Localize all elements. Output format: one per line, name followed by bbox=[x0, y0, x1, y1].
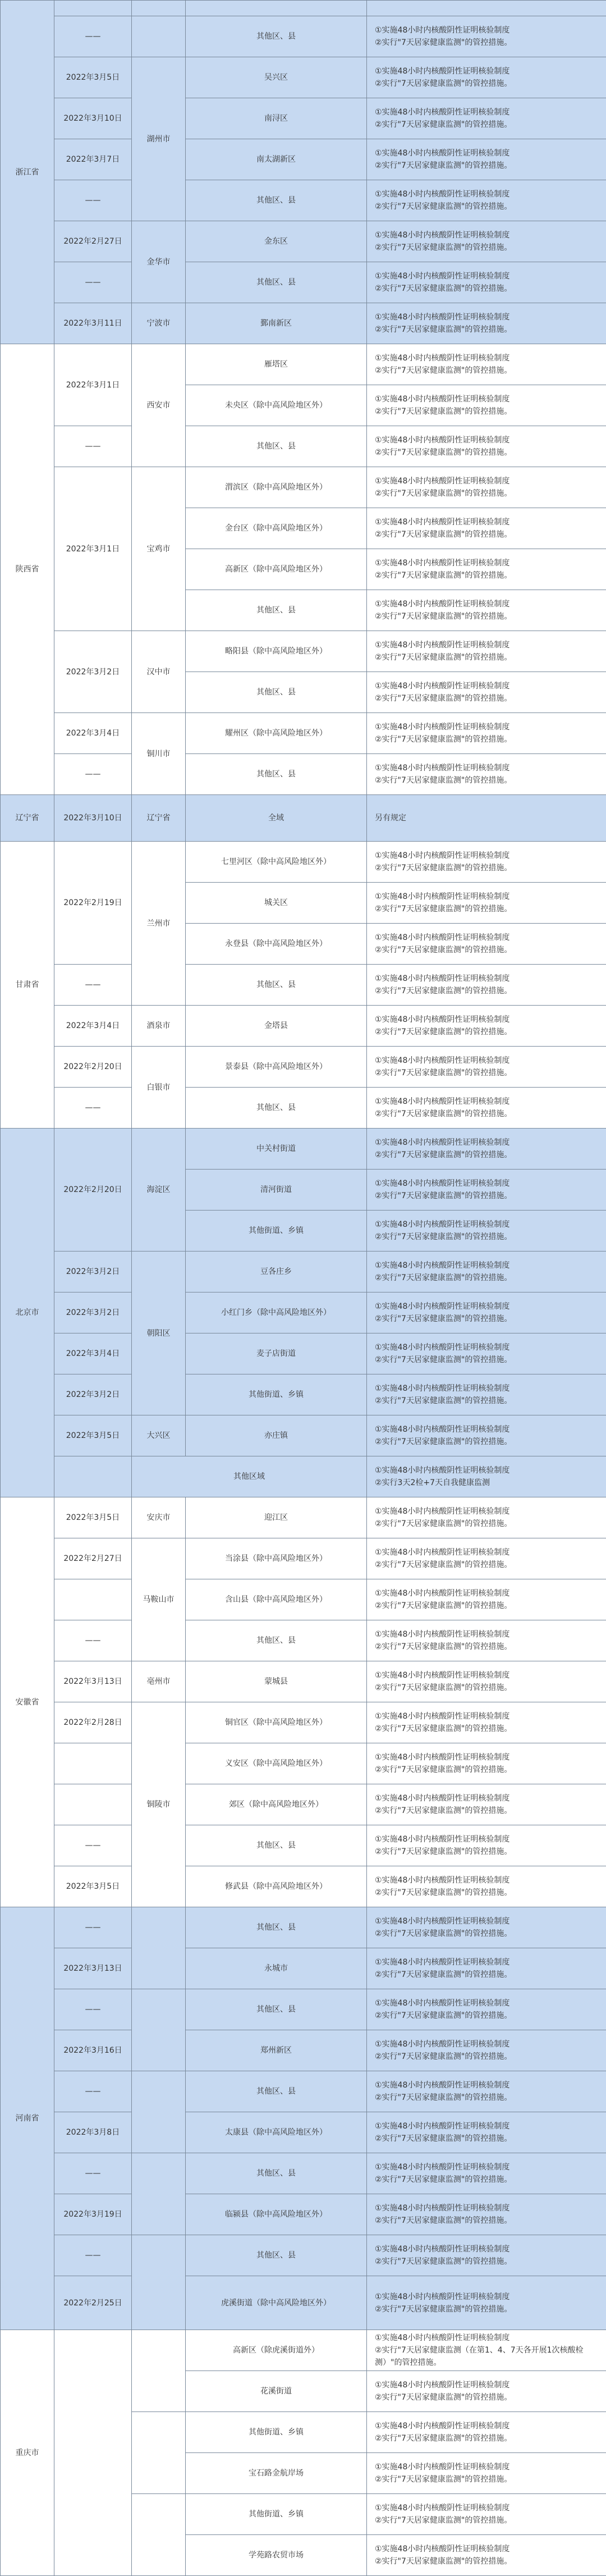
measure-cell: ①实施48小时内核酸阴性证明核验制度 ②实行"7天居家健康监测"的管控措施。 bbox=[367, 180, 606, 221]
measure-cell: ①实施48小时内核酸阴性证明核验制度 ②实行"7天居家健康监测"的管控措施。 bbox=[367, 2453, 606, 2494]
table-row bbox=[1, 139, 606, 180]
table-row bbox=[1, 1006, 606, 1047]
district-cell: 略阳县（除中高风险地区外） bbox=[186, 631, 367, 672]
date-cell: 2022年3月2日 bbox=[54, 1252, 132, 1292]
city-cell: 大兴区 bbox=[132, 1415, 186, 1456]
measure-cell: ①实施48小时内核酸阴性证明核验制度 ②实行"7天居家健康监测"的管控措施。 bbox=[367, 1866, 606, 1907]
measure-cell: ①实施48小时内核酸阴性证明核验制度 ②实行"7天居家健康监测"的管控措施。 bbox=[367, 2030, 606, 2071]
table-row bbox=[1, 1866, 606, 1907]
district-cell: 蒙城县 bbox=[186, 1661, 367, 1702]
city-cell: 兰州市 bbox=[132, 842, 186, 1006]
table-row bbox=[1, 2330, 606, 2371]
measure-cell: ①实施48小时内核酸阴性证明核验制度 ②实行"7天居家健康监测"的管控措施。 bbox=[367, 2235, 606, 2276]
table-row bbox=[1, 1620, 606, 1661]
measure-cell: ①实施48小时内核酸阴性证明核验制度 ②实行"7天居家健康监测"的管控措施。 bbox=[367, 1415, 606, 1456]
date-cell bbox=[54, 1456, 132, 1497]
date-cell: 2022年3月4日 bbox=[54, 1333, 132, 1374]
province-cell: 陕西省 bbox=[1, 344, 54, 795]
table-row bbox=[1, 262, 606, 303]
measure-cell: ①实施48小时内核酸阴性证明核验制度 ②实行"7天居家健康监测"的管控措施。 bbox=[367, 2194, 606, 2235]
date-cell: —— bbox=[54, 1825, 132, 1866]
city-cell: 辽宁省 bbox=[132, 795, 186, 842]
measure-cell: ①实施48小时内核酸阴性证明核验制度 ②实行"7天居家健康监测"的管控措施。 bbox=[367, 1374, 606, 1415]
province-cell: 浙江省 bbox=[1, 1, 54, 344]
table-row bbox=[1, 1784, 606, 1825]
province-cell: 河南省 bbox=[1, 1907, 54, 2330]
city-cell: 马鞍山市 bbox=[132, 1538, 186, 1661]
table-row bbox=[1, 1129, 606, 1170]
district-cell: 麦子店街道 bbox=[186, 1333, 367, 1374]
table-row bbox=[1, 344, 606, 385]
table-row bbox=[1, 1374, 606, 1415]
date-cell: —— bbox=[54, 965, 132, 1006]
district-cell: 高新区（除中高风险地区外） bbox=[186, 549, 367, 590]
measure-cell: ①实施48小时内核酸阴性证明核验制度 ②实行"7天居家健康监测"的管控措施。 bbox=[367, 1989, 606, 2030]
table-row bbox=[1, 1907, 606, 1948]
date-cell: 2022年3月2日 bbox=[54, 1292, 132, 1333]
date-cell: 2022年3月10日 bbox=[54, 98, 132, 139]
district-cell: 其他区、县 bbox=[186, 2153, 367, 2194]
measure-cell: ①实施48小时内核酸阴性证明核验制度 ②实行"7天居家健康监测"的管控措施。 bbox=[367, 344, 606, 385]
city-cell: 宁波市 bbox=[132, 303, 186, 344]
table-row bbox=[1, 631, 606, 672]
measure-cell: ①实施48小时内核酸阴性证明核验制度 ②实行"7天居家健康监测"的管控措施。 bbox=[367, 57, 606, 98]
table-row bbox=[1, 2071, 606, 2112]
table-row bbox=[1, 2030, 606, 2071]
district-cell: 南浔区 bbox=[186, 98, 367, 139]
district-cell: 花溪街道 bbox=[186, 2371, 367, 2412]
table-row bbox=[1, 303, 606, 344]
city-cell: 铜川市 bbox=[132, 713, 186, 795]
table-row bbox=[1, 16, 606, 57]
date-cell: 2022年3月1日 bbox=[54, 467, 132, 631]
measure-cell bbox=[367, 1, 606, 16]
table-row bbox=[1, 1989, 606, 2030]
table-row bbox=[1, 2235, 606, 2276]
district-cell: 含山县（除中高风险地区外） bbox=[186, 1579, 367, 1620]
district-cell: 全域 bbox=[186, 795, 367, 842]
table-row bbox=[1, 98, 606, 139]
district-cell: 郑州新区 bbox=[186, 2030, 367, 2071]
date-cell: 2022年3月5日 bbox=[54, 1866, 132, 1907]
district-cell: 永登县（除中高风险地区外） bbox=[186, 924, 367, 965]
date-cell: 2022年3月13日 bbox=[54, 1661, 132, 1702]
district-cell: 其他区、县 bbox=[186, 2071, 367, 2112]
table-row bbox=[1, 1579, 606, 1620]
measure-cell: ①实施48小时内核酸阴性证明核验制度 ②实行"7天居家健康监测"的管控措施。 bbox=[367, 1784, 606, 1825]
table-row bbox=[1, 2153, 606, 2194]
date-cell: —— bbox=[54, 754, 132, 795]
district-cell: 亦庄镇 bbox=[186, 1415, 367, 1456]
district-cell: 其他区、县 bbox=[186, 1620, 367, 1661]
district-cell: 七里河区（除中高风险地区外） bbox=[186, 842, 367, 883]
measure-cell: ①实施48小时内核酸阴性证明核验制度 ②实行"7天居家健康监测"的管控措施。 bbox=[367, 1825, 606, 1866]
city-cell: 湖州市 bbox=[132, 57, 186, 221]
measure-cell: ①实施48小时内核酸阴性证明核验制度 ②实行"7天居家健康监测"的管控措施。 bbox=[367, 590, 606, 631]
city-cell: 汉中市 bbox=[132, 631, 186, 713]
date-cell: 2022年3月13日 bbox=[54, 1948, 132, 1989]
table-row bbox=[1, 1252, 606, 1292]
district-cell: 当涂县（除中高风险地区外） bbox=[186, 1538, 367, 1579]
city-cell bbox=[132, 16, 186, 57]
date-cell bbox=[54, 1579, 132, 1620]
district-cell: 其他区、县 bbox=[186, 1825, 367, 1866]
district-cell: 未央区（除中高风险地区外） bbox=[186, 385, 367, 426]
measure-cell: ①实施48小时内核酸阴性证明核验制度 ②实行"7天居家健康监测"的管控措施。 bbox=[367, 549, 606, 590]
district-cell: 其他区、县 bbox=[186, 1088, 367, 1129]
measure-cell: ①实施48小时内核酸阴性证明核验制度 ②实行"7天居家健康监测"的管控措施。 bbox=[367, 303, 606, 344]
table-row bbox=[1, 221, 606, 262]
date-cell: 2022年3月4日 bbox=[54, 713, 132, 754]
province-cell: 重庆市 bbox=[1, 2330, 54, 2576]
date-cell: —— bbox=[54, 2153, 132, 2194]
district-cell: 高新区（除虎溪街道外） bbox=[186, 2330, 367, 2371]
table-row bbox=[1, 1661, 606, 1702]
measure-cell: ①实施48小时内核酸阴性证明核验制度 ②实行"7天居家健康监测"的管控措施。 bbox=[367, 965, 606, 1006]
measure-cell: ①实施48小时内核酸阴性证明核验制度 ②实行"7天居家健康监测"的管控措施。 bbox=[367, 754, 606, 795]
measure-cell: ①实施48小时内核酸阴性证明核验制度 ②实行"7天居家健康监测"的管控措施。 bbox=[367, 1743, 606, 1784]
measure-cell: ①实施48小时内核酸阴性证明核验制度 ②实行"7天居家健康监测"的管控措施。 bbox=[367, 1333, 606, 1374]
measure-cell: ①实施48小时内核酸阴性证明核验制度 ②实行"7天居家健康监测"的管控措施。 bbox=[367, 1948, 606, 1989]
district-cell: 清河街道 bbox=[186, 1170, 367, 1211]
table-row bbox=[1, 426, 606, 467]
city-cell bbox=[132, 2153, 186, 2235]
measure-cell: ①实施48小时内核酸阴性证明核验制度 ②实行"7天居家健康监测"的管控措施。 bbox=[367, 631, 606, 672]
measure-cell: ①实施48小时内核酸阴性证明核验制度 ②实行"7天居家健康监测"的管控措施。 bbox=[367, 924, 606, 965]
table-row bbox=[1, 2194, 606, 2235]
measure-cell: ①实施48小时内核酸阴性证明核验制度 ②实行"7天居家健康监测"的管控措施。 bbox=[367, 2412, 606, 2453]
district-cell: 鄞南新区 bbox=[186, 303, 367, 344]
province-cell: 辽宁省 bbox=[1, 795, 54, 842]
measure-cell: ①实施48小时内核酸阴性证明核验制度 ②实行"7天居家健康监测"的管控措施。 bbox=[367, 2112, 606, 2153]
province-cell: 安徽省 bbox=[1, 1497, 54, 1907]
table-row bbox=[1, 1743, 606, 1784]
date-cell: —— bbox=[54, 1088, 132, 1129]
measure-cell: ①实施48小时内核酸阴性证明核验制度 ②实行"7天居家健康监测"的管控措施。 bbox=[367, 1907, 606, 1948]
table-row bbox=[1, 1333, 606, 1374]
date-cell: 2022年3月16日 bbox=[54, 2030, 132, 2071]
date-cell: —— bbox=[54, 426, 132, 467]
district-cell: 迎江区 bbox=[186, 1497, 367, 1538]
measure-cell: ①实施48小时内核酸阴性证明核验制度 ②实行"7天居家健康监测"的管控措施。 bbox=[367, 713, 606, 754]
measure-cell: ①实施48小时内核酸阴性证明核验制度 ②实行"7天居家健康监测"的管控措施。 bbox=[367, 508, 606, 549]
city-cell: 西安市 bbox=[132, 344, 186, 467]
measure-cell: ①实施48小时内核酸阴性证明核验制度 ②实行"7天居家健康监测"的管控措施。 bbox=[367, 1211, 606, 1252]
measure-cell: ①实施48小时内核酸阴性证明核验制度 ②实行"7天居家健康监测"的管控措施。 bbox=[367, 262, 606, 303]
date-cell bbox=[54, 2330, 132, 2576]
district-cell: 其他区、县 bbox=[186, 965, 367, 1006]
measure-cell: ①实施48小时内核酸阴性证明核验制度 ②实行"7天居家健康监测"的管控措施。 bbox=[367, 2535, 606, 2576]
city-cell bbox=[132, 1907, 186, 1989]
table-row bbox=[1, 1948, 606, 1989]
date-cell: 2022年3月7日 bbox=[54, 139, 132, 180]
measure-cell: ①实施48小时内核酸阴性证明核验制度 ②实行"7天居家健康监测"的管控措施。 bbox=[367, 467, 606, 508]
city-cell: 铜陵市 bbox=[132, 1702, 186, 1907]
district-cell: 其他区、县 bbox=[186, 1907, 367, 1948]
date-cell: 2022年3月11日 bbox=[54, 303, 132, 344]
measure-cell: ①实施48小时内核酸阴性证明核验制度 ②实行"7天居家健康监测（在第1、4、7天各开展1次核酸检测）"的管控措施。 bbox=[367, 2330, 606, 2371]
district-cell: 渭滨区（除中高风险地区外） bbox=[186, 467, 367, 508]
city-cell: 宝鸡市 bbox=[132, 467, 186, 631]
measure-cell: ①实施48小时内核酸阴性证明核验制度 ②实行"7天居家健康监测"的管控措施。 bbox=[367, 16, 606, 57]
district-cell: 其他区、县 bbox=[186, 2235, 367, 2276]
measure-cell: ①实施48小时内核酸阴性证明核验制度 ②实行"7天居家健康监测"的管控措施。 bbox=[367, 1620, 606, 1661]
table-row bbox=[1, 1, 606, 16]
city-cell bbox=[132, 2235, 186, 2330]
district-cell: 其他街道、乡镇 bbox=[186, 2494, 367, 2535]
district-cell: 太康县（除中高风险地区外） bbox=[186, 2112, 367, 2153]
table-row bbox=[1, 965, 606, 1006]
city-cell: 朝阳区 bbox=[132, 1252, 186, 1415]
measure-cell: ①实施48小时内核酸阴性证明核验制度 ②实行"7天居家健康监测"的管控措施。 bbox=[367, 1661, 606, 1702]
date-cell: 2022年3月4日 bbox=[54, 1006, 132, 1047]
measure-cell: ①实施48小时内核酸阴性证明核验制度 ②实行"7天居家健康监测"的管控措施。 bbox=[367, 1088, 606, 1129]
city-cell bbox=[132, 2071, 186, 2153]
district-cell: 金台区（除中高风险地区外） bbox=[186, 508, 367, 549]
measure-cell: ①实施48小时内核酸阴性证明核验制度 ②实行"7天居家健康监测"的管控措施。 bbox=[367, 2071, 606, 2112]
district-cell: 其他区、县 bbox=[186, 16, 367, 57]
measure-cell: ①实施48小时内核酸阴性证明核验制度 ②实行3天2检+7天自我健康监测 bbox=[367, 1456, 606, 1497]
measure-cell: ①实施48小时内核酸阴性证明核验制度 ②实行"7天居家健康监测"的管控措施。 bbox=[367, 1006, 606, 1047]
district-cell: 豆各庄乡 bbox=[186, 1252, 367, 1292]
date-cell: 2022年3月8日 bbox=[54, 2112, 132, 2153]
measure-cell: ①实施48小时内核酸阴性证明核验制度 ②实行"7天居家健康监测"的管控措施。 bbox=[367, 2371, 606, 2412]
district-cell: 南太湖新区 bbox=[186, 139, 367, 180]
district-cell: 其他区、县 bbox=[186, 590, 367, 631]
measure-cell: ①实施48小时内核酸阴性证明核验制度 ②实行"7天居家健康监测"的管控措施。 bbox=[367, 883, 606, 924]
measure-cell: ①实施48小时内核酸阴性证明核验制度 ②实行"7天居家健康监测"的管控措施。 bbox=[367, 1252, 606, 1292]
district-cell: 其他街道、乡镇 bbox=[186, 1374, 367, 1415]
district-cell: 学苑路农贸市场 bbox=[186, 2535, 367, 2576]
district-cell: 铜官区（除中高风险地区外） bbox=[186, 1702, 367, 1743]
table-row bbox=[1, 842, 606, 883]
city-cell: 酒泉市 bbox=[132, 1006, 186, 1047]
measure-cell: ①实施48小时内核酸阴性证明核验制度 ②实行"7天居家健康监测"的管控措施。 bbox=[367, 672, 606, 713]
city-cell bbox=[132, 1, 186, 16]
province-cell: 甘肃省 bbox=[1, 842, 54, 1129]
table-row bbox=[1, 2112, 606, 2153]
table-row bbox=[1, 1702, 606, 1743]
table-row bbox=[1, 1825, 606, 1866]
measure-cell: ①实施48小时内核酸阴性证明核验制度 ②实行"7天居家健康监测"的管控措施。 bbox=[367, 139, 606, 180]
measure-cell: ①实施48小时内核酸阴性证明核验制度 ②实行"7天居家健康监测"的管控措施。 bbox=[367, 221, 606, 262]
district-cell: 中关村街道 bbox=[186, 1129, 367, 1170]
date-cell: —— bbox=[54, 2235, 132, 2276]
date-cell: —— bbox=[54, 16, 132, 57]
measure-cell: ①实施48小时内核酸阴性证明核验制度 ②实行"7天居家健康监测"的管控措施。 bbox=[367, 1538, 606, 1579]
district-cell: 其他区、县 bbox=[186, 672, 367, 713]
date-cell: 2022年2月28日 bbox=[54, 1702, 132, 1743]
date-cell: 2022年3月5日 bbox=[54, 1497, 132, 1538]
table-row bbox=[1, 180, 606, 221]
table-row bbox=[1, 1292, 606, 1333]
district-cell: 永城市 bbox=[186, 1948, 367, 1989]
measure-cell: ①实施48小时内核酸阴性证明核验制度 ②实行"7天居家健康监测"的管控措施。 bbox=[367, 2153, 606, 2194]
measure-cell: ①实施48小时内核酸阴性证明核验制度 ②实行"7天居家健康监测"的管控措施。 bbox=[367, 2276, 606, 2330]
city-cell: 白银市 bbox=[132, 1047, 186, 1129]
district-cell: 雁塔区 bbox=[186, 344, 367, 385]
date-cell: —— bbox=[54, 2071, 132, 2112]
date-cell: 2022年3月5日 bbox=[54, 1415, 132, 1456]
district-cell: 景泰县（除中高风险地区外） bbox=[186, 1047, 367, 1088]
measure-cell: ①实施48小时内核酸阴性证明核验制度 ②实行"7天居家健康监测"的管控措施。 bbox=[367, 2494, 606, 2535]
table-row bbox=[1, 467, 606, 508]
date-cell bbox=[54, 1, 132, 16]
table-row bbox=[1, 795, 606, 842]
table-row bbox=[1, 1047, 606, 1088]
date-cell: 2022年2月20日 bbox=[54, 1129, 132, 1252]
table-row bbox=[1, 57, 606, 98]
date-cell: 2022年2月27日 bbox=[54, 1538, 132, 1579]
district-cell: 金东区 bbox=[186, 221, 367, 262]
district-cell: 城关区 bbox=[186, 883, 367, 924]
district-cell: 其他街道、乡镇 bbox=[186, 1211, 367, 1252]
city-cell: 海淀区 bbox=[132, 1129, 186, 1252]
district-cell: 义安区（除中高风险地区外） bbox=[186, 1743, 367, 1784]
district-cell: 其他区、县 bbox=[186, 1989, 367, 2030]
district-cell: 其他区、县 bbox=[186, 262, 367, 303]
city-cell: 安庆市 bbox=[132, 1497, 186, 1538]
district-cell bbox=[186, 1, 367, 16]
table-row bbox=[1, 1088, 606, 1129]
date-cell: 2022年3月2日 bbox=[54, 1374, 132, 1415]
measure-cell: 另有规定 bbox=[367, 795, 606, 842]
city-cell bbox=[132, 2330, 186, 2412]
district-cell: 小红门乡（除中高风险地区外） bbox=[186, 1292, 367, 1333]
date-cell: —— bbox=[54, 1989, 132, 2030]
district-cell: 吴兴区 bbox=[186, 57, 367, 98]
date-cell bbox=[54, 1743, 132, 1784]
measure-cell: ①实施48小时内核酸阴性证明核验制度 ②实行"7天居家健康监测"的管控措施。 bbox=[367, 1047, 606, 1088]
district-cell: 其他区、县 bbox=[186, 180, 367, 221]
city-cell: 金华市 bbox=[132, 221, 186, 303]
district-cell: 其他街道、乡镇 bbox=[186, 2412, 367, 2453]
date-cell: 2022年3月1日 bbox=[54, 344, 132, 426]
city-cell: 亳州市 bbox=[132, 1661, 186, 1702]
date-cell: 2022年2月19日 bbox=[54, 842, 132, 965]
date-cell: 2022年2月25日 bbox=[54, 2276, 132, 2330]
district-cell: 郊区（除中高风险地区外） bbox=[186, 1784, 367, 1825]
table-row bbox=[1, 2276, 606, 2330]
measure-cell: ①实施48小时内核酸阴性证明核验制度 ②实行"7天居家健康监测"的管控措施。 bbox=[367, 1702, 606, 1743]
district-cell: 其他区、县 bbox=[186, 754, 367, 795]
date-cell: 2022年3月2日 bbox=[54, 631, 132, 713]
table-row bbox=[1, 1538, 606, 1579]
city-cell bbox=[132, 2412, 186, 2494]
measure-cell: ①实施48小时内核酸阴性证明核验制度 ②实行"7天居家健康监测"的管控措施。 bbox=[367, 1292, 606, 1333]
measure-cell: ①实施48小时内核酸阴性证明核验制度 ②实行"7天居家健康监测"的管控措施。 bbox=[367, 385, 606, 426]
province-cell: 北京市 bbox=[1, 1129, 54, 1497]
measure-cell: ①实施48小时内核酸阴性证明核验制度 ②实行"7天居家健康监测"的管控措施。 bbox=[367, 1579, 606, 1620]
table-row bbox=[1, 1456, 606, 1497]
measure-cell: ①实施48小时内核酸阴性证明核验制度 ②实行"7天居家健康监测"的管控措施。 bbox=[367, 842, 606, 883]
district-cell: 临颍县（除中高风险地区外） bbox=[186, 2194, 367, 2235]
district-cell: 修武县（除中高风险地区外） bbox=[186, 1866, 367, 1907]
city-cell bbox=[132, 2494, 186, 2576]
measure-cell: ①实施48小时内核酸阴性证明核验制度 ②实行"7天居家健康监测"的管控措施。 bbox=[367, 426, 606, 467]
date-cell: 2022年3月10日 bbox=[54, 795, 132, 842]
measure-cell: ①实施48小时内核酸阴性证明核验制度 ②实行"7天居家健康监测"的管控措施。 bbox=[367, 1170, 606, 1211]
date-cell bbox=[54, 1784, 132, 1825]
district-cell: 虎溪街道（除中高风险地区外） bbox=[186, 2276, 367, 2330]
date-cell: —— bbox=[54, 180, 132, 221]
table-row bbox=[1, 754, 606, 795]
date-cell: 2022年2月27日 bbox=[54, 221, 132, 262]
date-cell: 2022年3月5日 bbox=[54, 57, 132, 98]
date-cell: —— bbox=[54, 1620, 132, 1661]
district-cell: 宝石路金航岸场 bbox=[186, 2453, 367, 2494]
city-cell bbox=[132, 1989, 186, 2071]
district-cell: 耀州区（除中高风险地区外） bbox=[186, 713, 367, 754]
measure-cell: ①实施48小时内核酸阴性证明核验制度 ②实行"7天居家健康监测"的管控措施。 bbox=[367, 1497, 606, 1538]
district-cell: 其他区、县 bbox=[186, 426, 367, 467]
measure-cell: ①实施48小时内核酸阴性证明核验制度 ②实行"7天居家健康监测"的管控措施。 bbox=[367, 1129, 606, 1170]
city-cell: 其他区域 bbox=[132, 1456, 367, 1497]
date-cell: 2022年3月19日 bbox=[54, 2194, 132, 2235]
table-row bbox=[1, 1497, 606, 1538]
table-row bbox=[1, 713, 606, 754]
date-cell: —— bbox=[54, 262, 132, 303]
date-cell: 2022年2月20日 bbox=[54, 1047, 132, 1088]
measure-cell: ①实施48小时内核酸阴性证明核验制度 ②实行"7天居家健康监测"的管控措施。 bbox=[367, 98, 606, 139]
table-row bbox=[1, 1415, 606, 1456]
district-cell: 金塔县 bbox=[186, 1006, 367, 1047]
date-cell: —— bbox=[54, 1907, 132, 1948]
